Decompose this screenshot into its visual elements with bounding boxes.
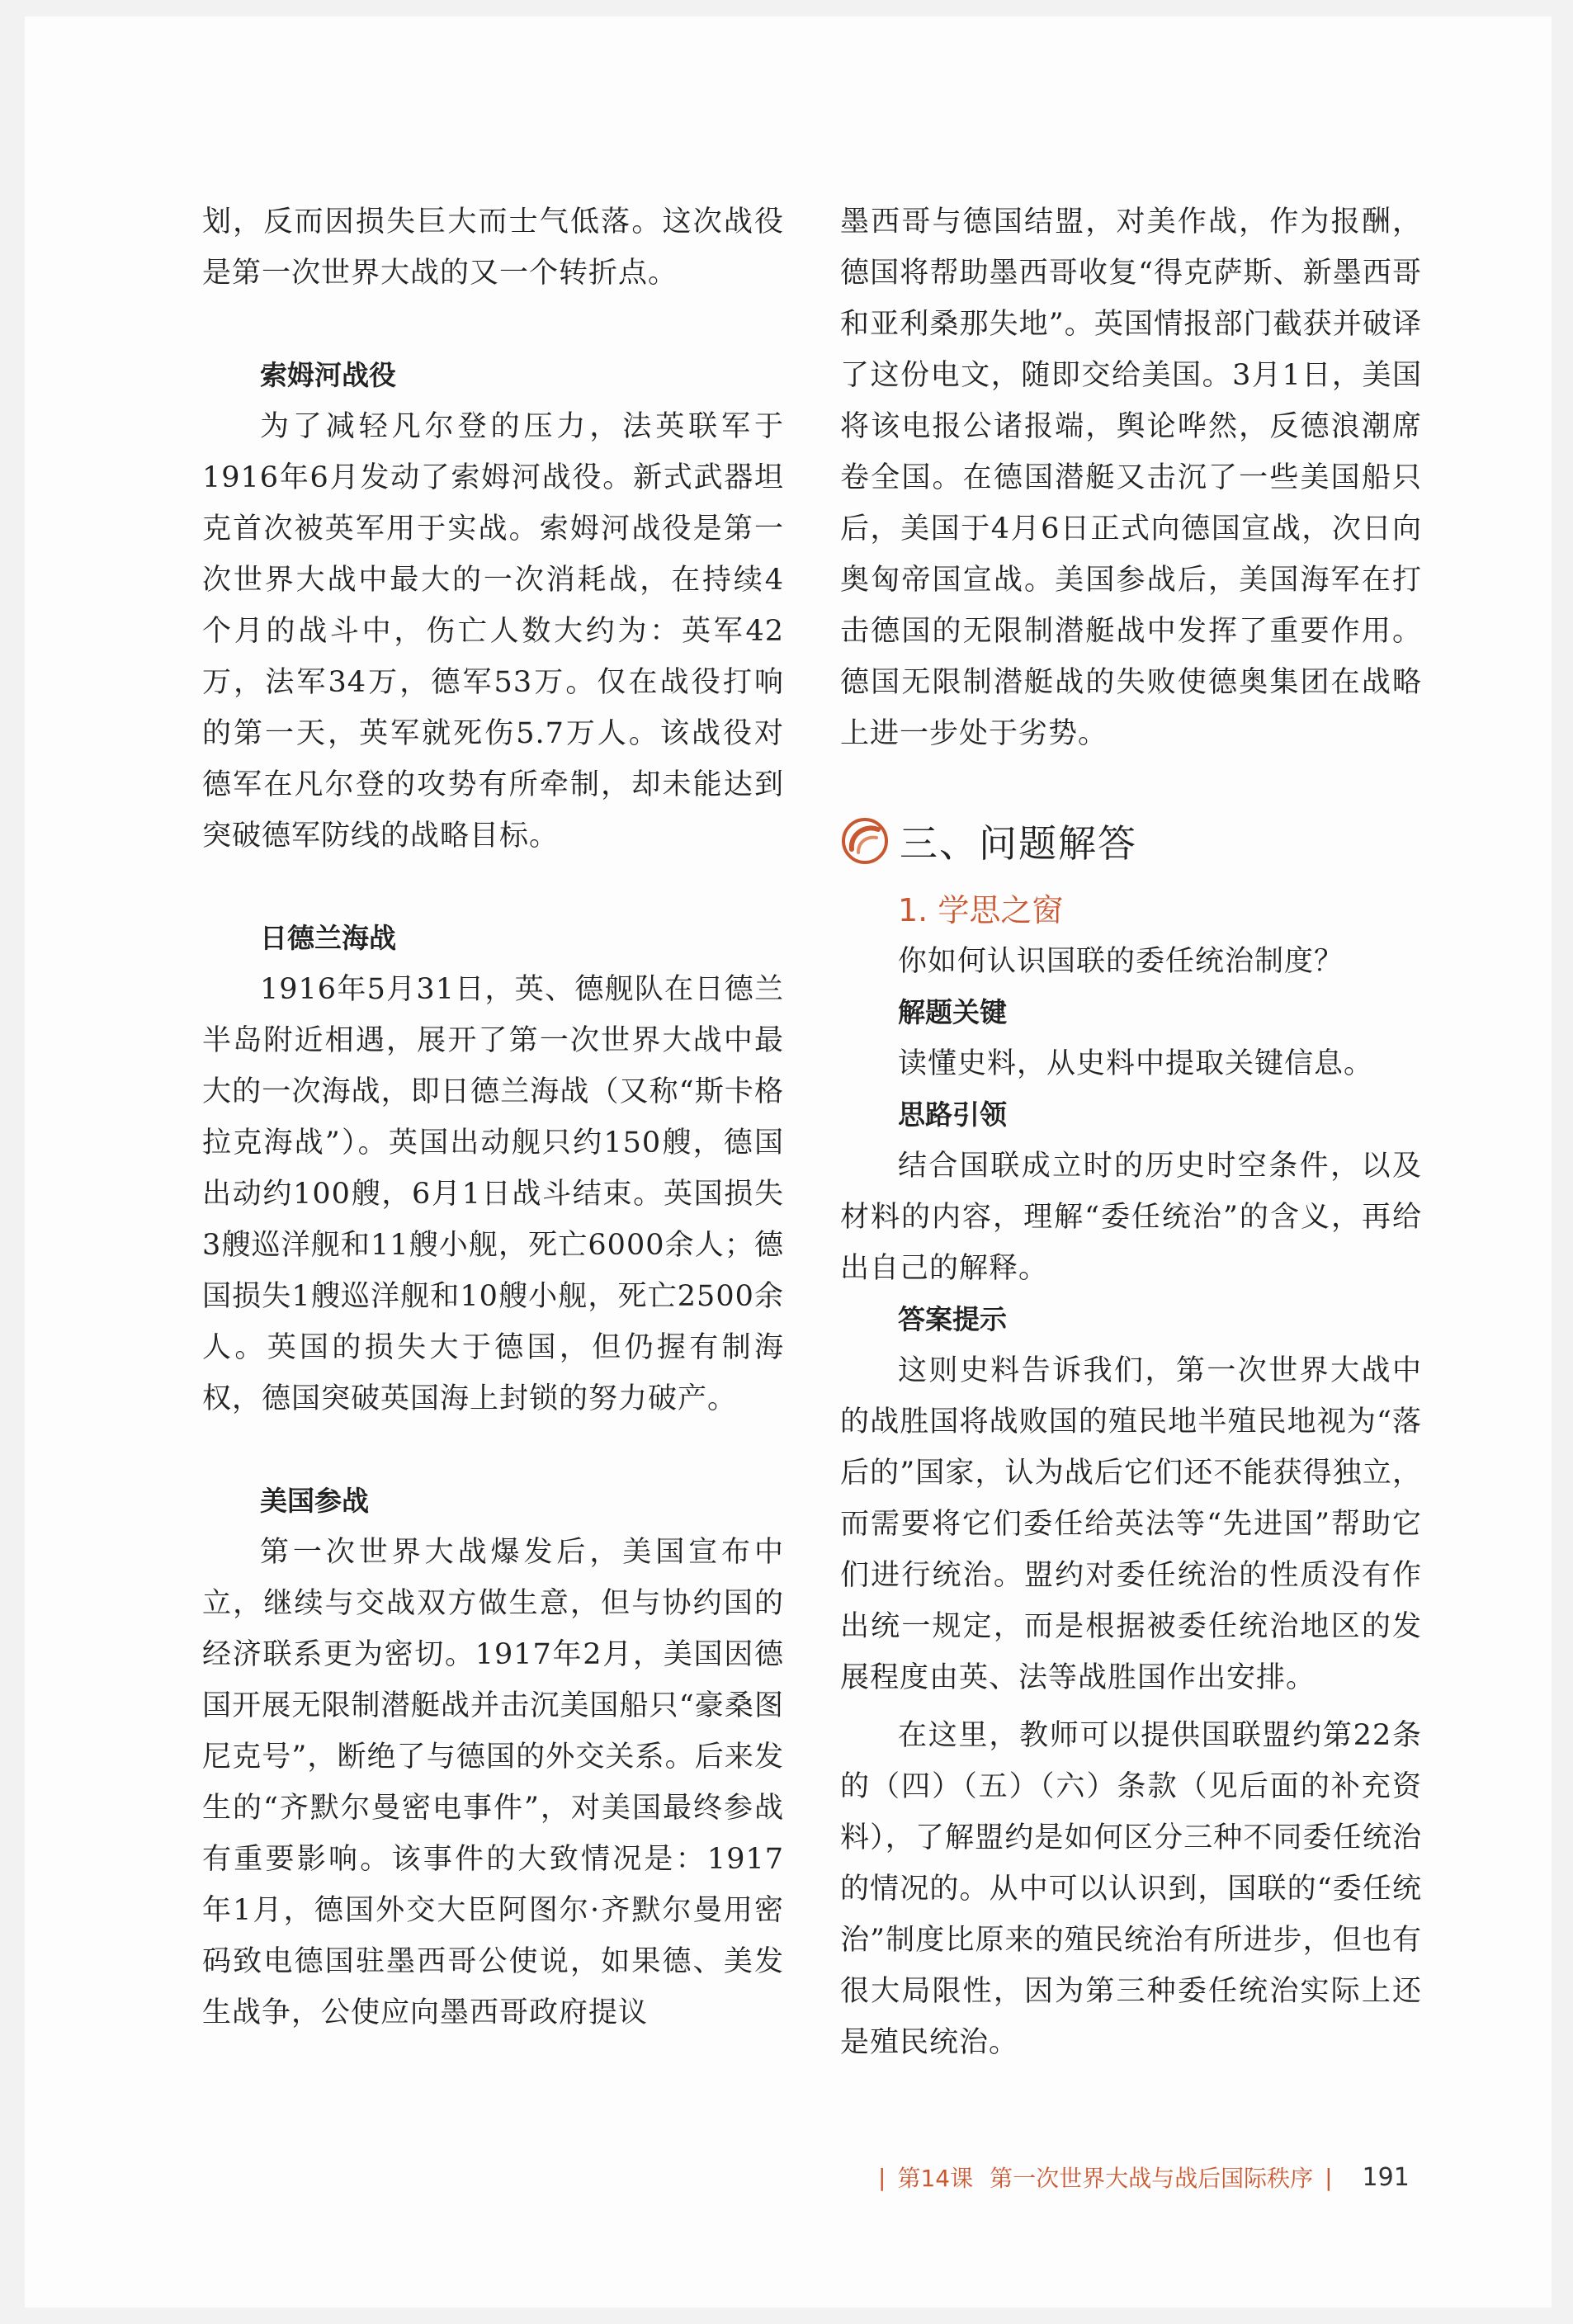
section-title: 三、问题解答 <box>900 821 1137 866</box>
answer-label: 答案提示 <box>898 1303 1007 1335</box>
page-number: 191 <box>1362 2162 1410 2192</box>
jutland-heading: 日德兰海战 <box>260 922 396 954</box>
answer-paragraph-1: 这则史料告诉我们，第一次世界大战中的战胜国将战败国的殖民地半殖民地视为“落后的”国家，认为战后它们还不能获得独立，而需要将它们委任给英法等“先进国”帮助它们进行统治。盟约对委任统治的性质没有作出统一规定，而是根据被委任统治地区的发展程度由英、法等战胜国作出安排。 <box>840 1354 1422 1694</box>
right-column <box>840 196 1422 2068</box>
guide-text: 结合国联成立时的历史时空条件，以及材料的内容，理解“委任统治”的含义，再给出自己的解释。 <box>840 1150 1422 1285</box>
section-header <box>840 807 1422 875</box>
footer-lesson-title: 第一次世界大战与战后国际秩序 <box>990 2165 1314 2192</box>
zimmermann-continuation: 墨西哥与德国结盟，对美作战，作为报酬，德国将帮助墨西哥收复“得克萨斯、新墨西哥和亚利桑那失地”。英国情报部门截获并破译了这份电文，随即交给美国。3月1日，美国将该电报公诸报端，舆论哗然，反德浪潮席卷全国。在德国潜艇又击沉了一些美国船只后，美国于4月6日正式向德国宣战，次日向奥匈帝国宣战。美国参战后，美国海军在打击德国的无限制潜艇战中发挥了重要作用。德国无限制潜艇战的失败使德奥集团在战略上进一步处于劣势。 <box>840 205 1422 750</box>
footer-divider-left: | <box>878 2163 886 2191</box>
jutland-text: 1916年5月31日，英、德舰队在日德兰半岛附近相遇，展开了第一次世界大战中最大的一次海战，即日德兰海战（又称“斯卡格拉克海战”）。英国出动舰只约150艘，德国出动约100艘，6月1日战斗结束。英国损失3艘巡洋舰和11艘小舰，死亡6000余人；德国损失1艘巡洋舰和10艘小舰，死亡2500余人。英国的损失大于德国，但仍握有制海权，德国突破英国海上封锁的努力破产。 <box>202 973 784 1415</box>
left-column <box>202 196 784 2038</box>
somme-heading: 索姆河战役 <box>260 359 396 391</box>
verdun-continuation: 划，反而因损失巨大而士气低落。这次战役是第一次世界大战的又一个转折点。 <box>202 205 784 290</box>
us-entry-text: 第一次世界大战爆发后，美国宣布中立，继续与交战双方做生意，但与协约国的经济联系更为密切。1917年2月，美国因德国开展无限制潜艇战并击沉美国船只“豪桑图尼克号”，断绝了与德国的外交关系。后来发生的“齐默尔曼密电事件”，对美国最终参战有重要影响。该事件的大致情况是：1917年1月，德国外交大臣阿图尔·齐默尔曼用密码致电德国驻墨西哥公使说，如果德、美发生战争，公使应向墨西哥政府提议 <box>202 1536 784 2029</box>
us-entry-heading: 美国参战 <box>260 1485 369 1517</box>
key-text: 读懂史料，从史料中提取关键信息。 <box>898 1047 1374 1080</box>
section-swirl-icon <box>840 816 890 866</box>
question-text: 你如何认识国联的委任统治制度？ <box>898 945 1344 978</box>
page-footer <box>867 2161 1410 2194</box>
answer-paragraph-2: 在这里，教师可以提供国联盟约第22条的（四）（五）（六）条款（见后面的补充资料），了解盟约是如何区分三种不同委任统治的情况的。从中可以认识到，国联的“委任统治”制度比原来的殖民统治有所进步，但也有很大局限性，因为第三种委任统治实际上还是殖民统治。 <box>840 1719 1422 2059</box>
book-page <box>25 17 1552 2307</box>
somme-text: 为了减轻凡尔登的压力，法英联军于1916年6月发动了索姆河战役。新式武器坦克首次被英军用于实战。索姆河战役是第一次世界大战中最大的一次消耗战，在持续4个月的战斗中，伤亡人数大约为：英军42万，法军34万，德军53万。仅在战役打响的第一天，英军就死伤5.7万人。该战役对德军在凡尔登的攻势有所牵制，却未能达到突破德军防线的战略目标。 <box>202 410 784 853</box>
key-label: 解题关键 <box>898 996 1007 1028</box>
footer-lesson: 第14课 <box>897 2165 974 2192</box>
guide-label: 思路引领 <box>898 1098 1007 1131</box>
subsection-title: 1. 学思之窗 <box>898 892 1064 928</box>
footer-divider-right: | <box>1325 2163 1333 2191</box>
